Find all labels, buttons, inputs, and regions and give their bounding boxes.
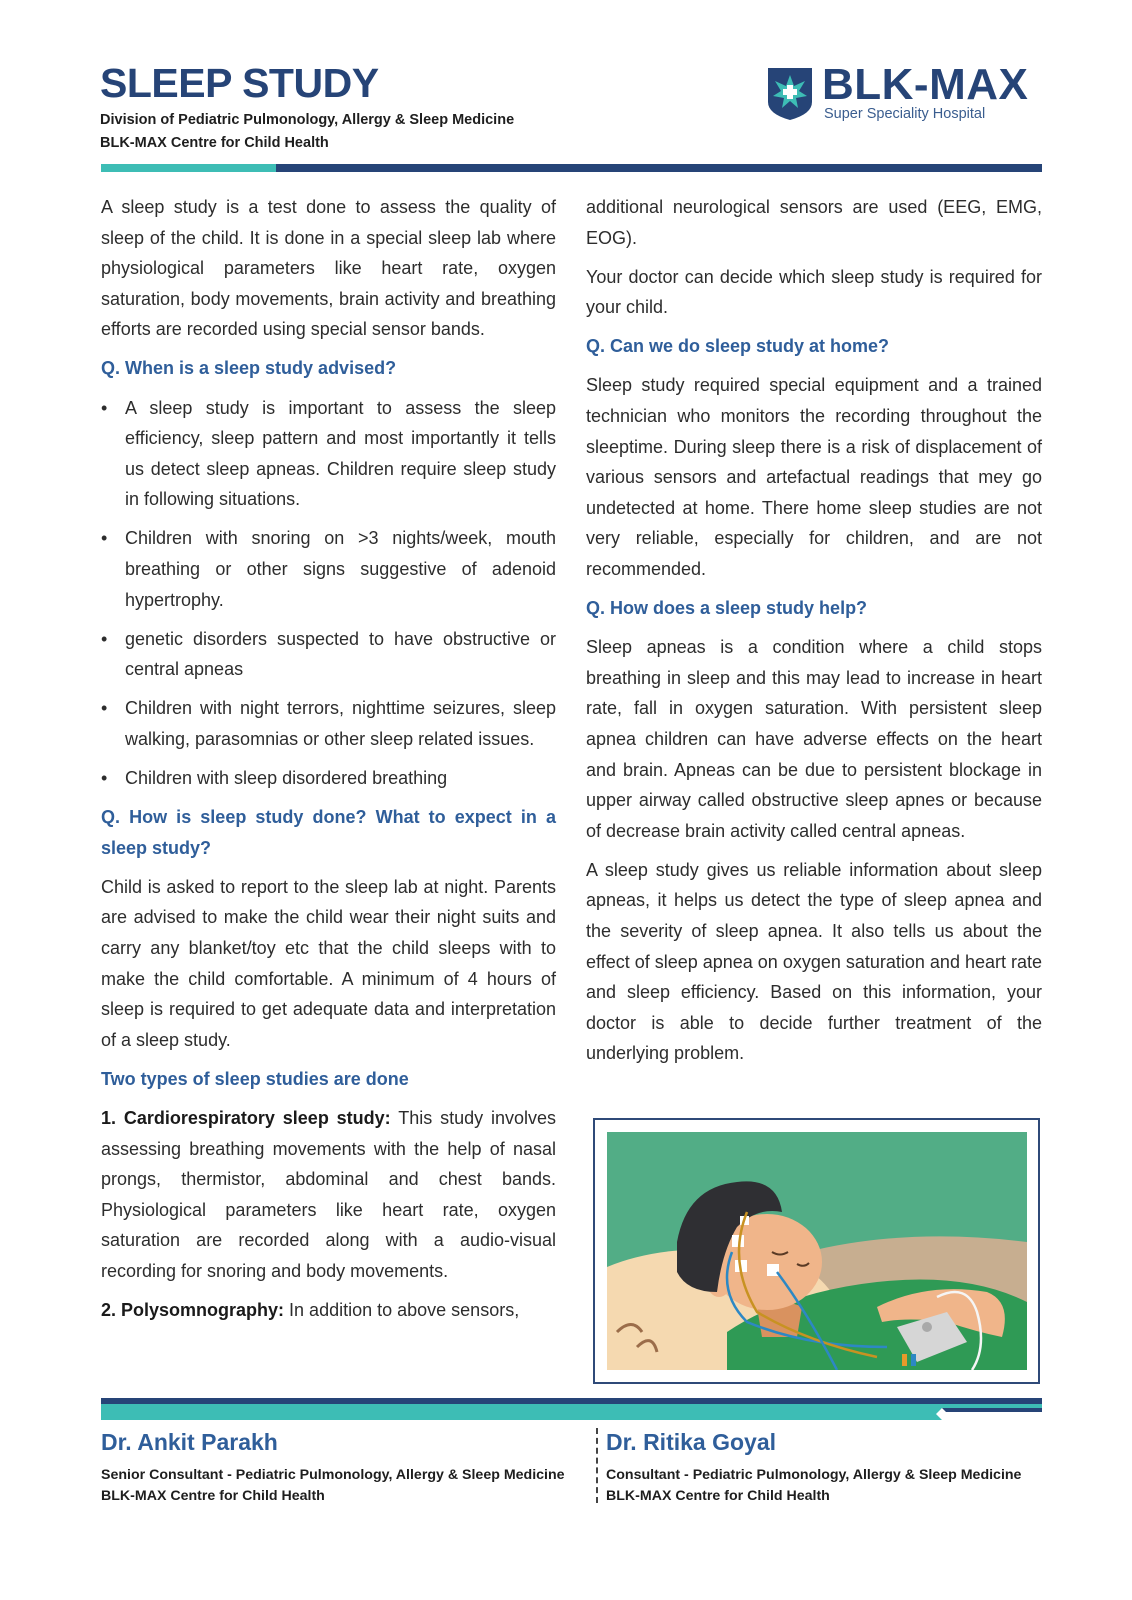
list-item: • Children with snoring on >3 nights/week, mouth breathing or other signs suggestive of adenoid hypertrophy. [101,523,556,615]
type-cardiorespiratory: 1. Cardiorespiratory sleep study: This study involves assessing breathing movements with the help of nasal prongs, thermistor, abdominal and chest bands. Physiological parameters like heart rate, oxygen saturation are recorded along with a audio-visual recording for snoring and body movements. [101,1108,556,1281]
doctor-decides-paragraph: Your doctor can decide which sleep study is required for your child. [586,266,1042,318]
list-item: • Children with sleep disordered breathing [101,763,556,794]
doctor-card-ritika-goyal [606,1425,1021,1507]
page-title: SLEEP STUDY [100,60,379,106]
indications-list [101,393,556,794]
hospital-logo [768,60,1048,126]
doctor-card-ankit-parakh [101,1425,565,1507]
type-polysomnography: 2. Polysomnography: In addition to above sensors, [101,1300,520,1321]
bullet-icon: • [101,768,108,789]
doctor-role: Senior Consultant - Pediatric Pulmonology, Allergy & Sleep Medicine [101,1467,565,1483]
question-at-home: Q. Can we do sleep study at home? [586,336,890,357]
intro-paragraph: A sleep study is a test done to assess the quality of sleep of the child. It is done in a special sleep lab where physiological parameters like heart rate, oxygen saturation, body movements, brain activity and breathing efforts are recorded using special sensor bands. [101,197,556,340]
at-home-answer: Sleep study required special equipment and a trained technician who monitors the recording throughout the sleeptime. During sleep there is a risk of displacement of various sensors and artefactual readings that mey go undetected at home. There home sleep studies are not very reliable, especially for children, and are not recommended. [586,375,1042,580]
how-help-answer-2: A sleep study gives us reliable information about sleep apneas, it helps us detect the type of sleep apnea and the severity of sleep apnea. It also tells us about the effect of sleep apnea on oxygen saturation and heart rate and sleep efficiency. Based on this information, your doctor is able to decide further treatment of the underlying problem. [586,859,1042,1064]
header-divider [101,164,1042,172]
list-item: • genetic disorders suspected to have obstructive or central apneas [101,624,556,685]
bullet-icon: • [101,528,108,549]
left-column [101,192,556,1334]
illustration-frame [593,1118,1040,1384]
bullet-icon: • [101,698,108,719]
doctor-role: Consultant - Pediatric Pulmonology, Allergy & Sleep Medicine [606,1467,1022,1483]
bullet-icon: • [101,628,108,649]
list-item: • A sleep study is important to assess the sleep efficiency, sleep pattern and most importantly it tells us detect sleep apneas. Children require sleep study in following situations. [101,393,556,515]
types-heading: Two types of sleep studies are done [101,1068,409,1089]
right-column [586,192,1042,1078]
bullet-icon: • [101,397,108,418]
question-when-advised: Q. When is a sleep study advised? [101,358,397,379]
brand-tagline: Super Speciality Hospital [824,106,986,122]
doctor-centre: BLK-MAX Centre for Child Health [606,1488,830,1504]
child-sleeping-with-sensors-illustration [607,1132,1027,1370]
centre-subtitle: BLK-MAX Centre for Child Health [100,135,329,151]
footer-ribbon [101,1398,1042,1420]
how-help-answer-1: Sleep apneas is a condition where a child stops breathing in sleep and this may lead to increase in heart rate, fall in oxygen saturation. With persistent sleep apnea children can have adverse effects on the heart and brain. Apneas can be due to persistent blockage in upper airway called obstructive sleep apnes or because of decrease brain activity called central apneas. [586,637,1042,841]
doctor-name: Dr. Ankit Parakh [101,1429,278,1455]
question-how-done: Q. How is sleep study done? What to expect in a sleep study? [101,807,556,858]
doctor-name: Dr. Ritika Goyal [606,1429,777,1455]
doctor-centre: BLK-MAX Centre for Child Health [101,1488,325,1504]
division-subtitle: Division of Pediatric Pulmonology, Allergy & Sleep Medicine [100,112,515,128]
shield-star-cross-icon [768,68,812,120]
list-item: • Children with night terrors, nighttime seizures, sleep walking, parasomnias or other sleep related issues. [101,693,556,754]
brand-name: BLK-MAX [822,60,1029,109]
footer-divider [596,1428,598,1503]
how-done-answer: Child is asked to report to the sleep lab at night. Parents are advised to make the child wear their night suits and carry any blanket/toy etc that the child sleeps with to make the child comfortable. A minimum of 4 hours of sleep is required to get adequate data and interpretation of a sleep study. [101,876,556,1050]
polysomnography-continued: additional neurological sensors are used (EEG, EMG, EOG). [586,197,1042,248]
question-how-help: Q. How does a sleep study help? [586,598,868,619]
